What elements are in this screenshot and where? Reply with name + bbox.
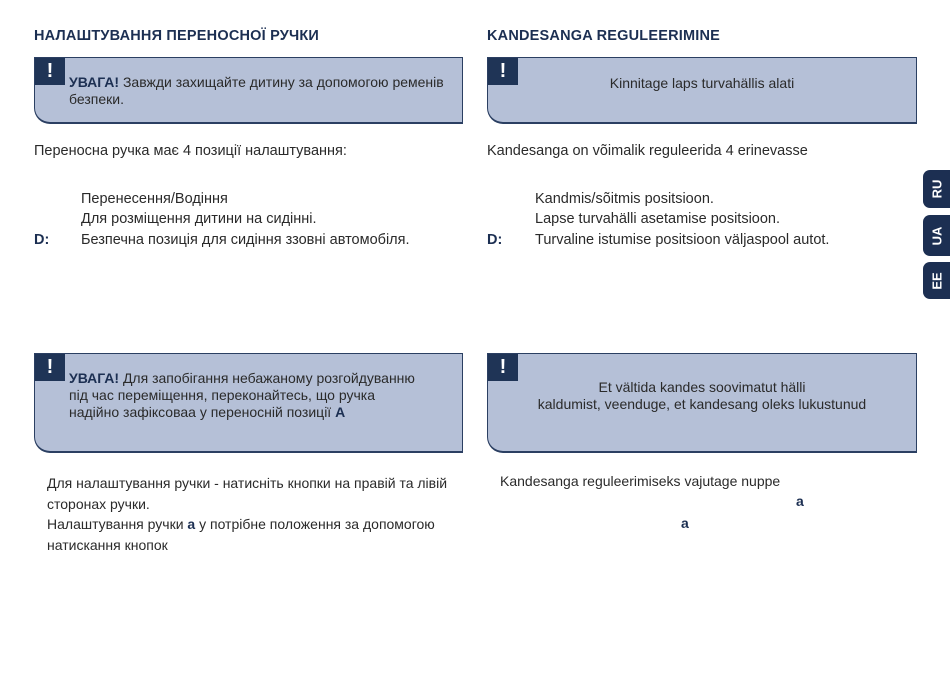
ua-warning-1-text bbox=[69, 74, 452, 108]
handle-a-ref: a bbox=[187, 516, 196, 532]
lang-tab-label: UA bbox=[929, 226, 944, 245]
ee-handle-a-ref-2: a bbox=[681, 515, 689, 531]
exclamation-icon: ! bbox=[488, 354, 518, 381]
ee-warning-box-1 bbox=[487, 57, 917, 124]
warning-body: Для запобігання небажаному розгойдуванню під час переміщення, переконайтесь, що ручка надійно зафіксоваа у переносній позиції bbox=[69, 370, 415, 420]
exclamation-icon: ! bbox=[35, 354, 65, 381]
ua-position-2: Для розміщення дитини на сидінні. bbox=[81, 211, 317, 227]
ee-handle-a-ref-1: a bbox=[796, 493, 804, 509]
ua-para-1: Для налаштування ручки - натисніть кнопки на правій та лівій сторонах ручки. bbox=[47, 475, 448, 512]
ee-position-d: Turvaline istumise positsioon väljaspool autot. bbox=[535, 232, 830, 248]
ee-warning-box-2 bbox=[487, 353, 917, 453]
ua-position-d: Безпечна позиція для сидіння ззовні автомобіля. bbox=[81, 232, 410, 248]
ee-warning-1-text: Kinnitage laps turvahällis alati bbox=[609, 75, 795, 91]
ua-warning-box-2 bbox=[34, 353, 463, 453]
lang-tab-ua[interactable] bbox=[923, 215, 950, 256]
ee-intro: Kandesanga on võimalik reguleerida 4 erinevasse bbox=[487, 143, 808, 159]
ua-position-1: Перенесення/Водіння bbox=[81, 191, 228, 207]
ee-warning-2-line-1: Et vältida kandes soovimatut hälli bbox=[598, 379, 806, 395]
ua-intro: Переносна ручка має 4 позиції налаштування: bbox=[34, 143, 347, 159]
ua-warning-2-text bbox=[69, 370, 422, 421]
ee-position-d-label: D: bbox=[487, 232, 503, 248]
exclamation-icon: ! bbox=[488, 58, 518, 85]
ee-para-1: Kandesanga reguleerimiseks vajutage nuppe bbox=[500, 473, 781, 489]
warning-label: УВАГА! bbox=[69, 370, 120, 386]
warning-label: УВАГА! bbox=[69, 74, 120, 90]
position-a-ref: A bbox=[335, 404, 346, 420]
para-text: у потрібне положення за допомогою натискання кнопок bbox=[47, 516, 435, 553]
warning-body: Завжди захищайте дитину за допомогою ременів безпеки. bbox=[69, 74, 444, 107]
ua-section-title: НАЛАШТУВАННЯ ПЕРЕНОСНОЇ РУЧКИ bbox=[34, 28, 320, 44]
ee-warning-2-line-2: kaldumist, veenduge, et kandesang oleks lukustunud bbox=[537, 396, 867, 412]
ee-section-title: KANDESANGA REGULEERIMINE bbox=[487, 28, 721, 44]
ee-position-2: Lapse turvahälli asetamise positsioon. bbox=[535, 211, 781, 227]
ua-position-d-label: D: bbox=[34, 232, 50, 248]
ua-warning-box-1 bbox=[34, 57, 463, 124]
lang-tab-label: RU bbox=[929, 179, 944, 199]
lang-tab-ee[interactable] bbox=[923, 262, 950, 299]
lang-tab-ru[interactable] bbox=[923, 170, 950, 208]
ua-para-2 bbox=[47, 514, 447, 556]
ee-position-1: Kandmis/sõitmis positsioon. bbox=[535, 191, 714, 207]
exclamation-icon: ! bbox=[35, 58, 65, 85]
para-text: Налаштування ручки bbox=[47, 516, 188, 532]
lang-tab-label: EE bbox=[929, 271, 944, 290]
